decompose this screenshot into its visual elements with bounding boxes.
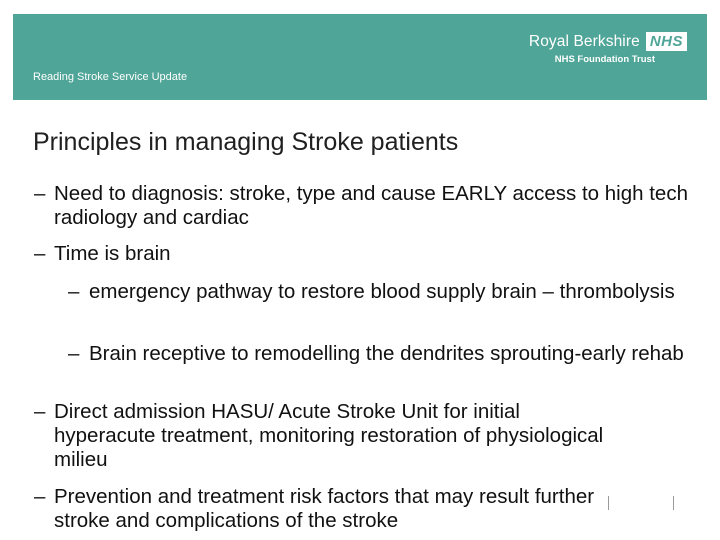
bullet-item [34, 182, 694, 230]
bullet-marker: – [68, 280, 80, 303]
bullet-text: Direct admission HASU/ Acute Stroke Unit for initial hyperacute treatment, monitoring restoration of physiological milieu [54, 400, 604, 471]
bullet-item [34, 485, 624, 533]
bullet-item [34, 242, 694, 266]
bullet-text: Brain receptive to remodelling the dendrites sprouting-early rehab [89, 342, 684, 365]
sub-bullet-item [68, 342, 689, 366]
bullet-marker: – [68, 342, 80, 365]
logo-name: Royal Berkshire [528, 32, 640, 50]
bullet-marker: – [34, 400, 46, 423]
nhs-trust-logo [529, 32, 687, 65]
bullet-text: emergency pathway to restore blood supply brain – thrombolysis [89, 280, 675, 303]
logo-trust-name: NHS Foundation Trust [554, 54, 655, 65]
bullet-text: Time is brain [54, 242, 171, 265]
header-banner [13, 14, 707, 100]
presentation-subtitle: Reading Stroke Service Update [33, 71, 188, 83]
slide-title: Principles in managing Stroke patients [33, 128, 459, 156]
sub-bullet-item [68, 280, 689, 304]
divider-tick [673, 496, 674, 510]
bullet-item [34, 400, 624, 472]
bullet-marker: – [34, 485, 46, 508]
bullet-text: Prevention and treatment risk factors that may result further stroke and complications of the stroke [54, 485, 595, 532]
divider-tick [608, 496, 609, 510]
bullet-marker: – [34, 242, 46, 265]
bullet-text: Need to diagnosis: stroke, type and cause EARLY access to high tech radiology and cardiac [54, 182, 688, 229]
nhs-logo-icon: NHS [646, 32, 687, 51]
bullet-marker: – [34, 182, 46, 205]
